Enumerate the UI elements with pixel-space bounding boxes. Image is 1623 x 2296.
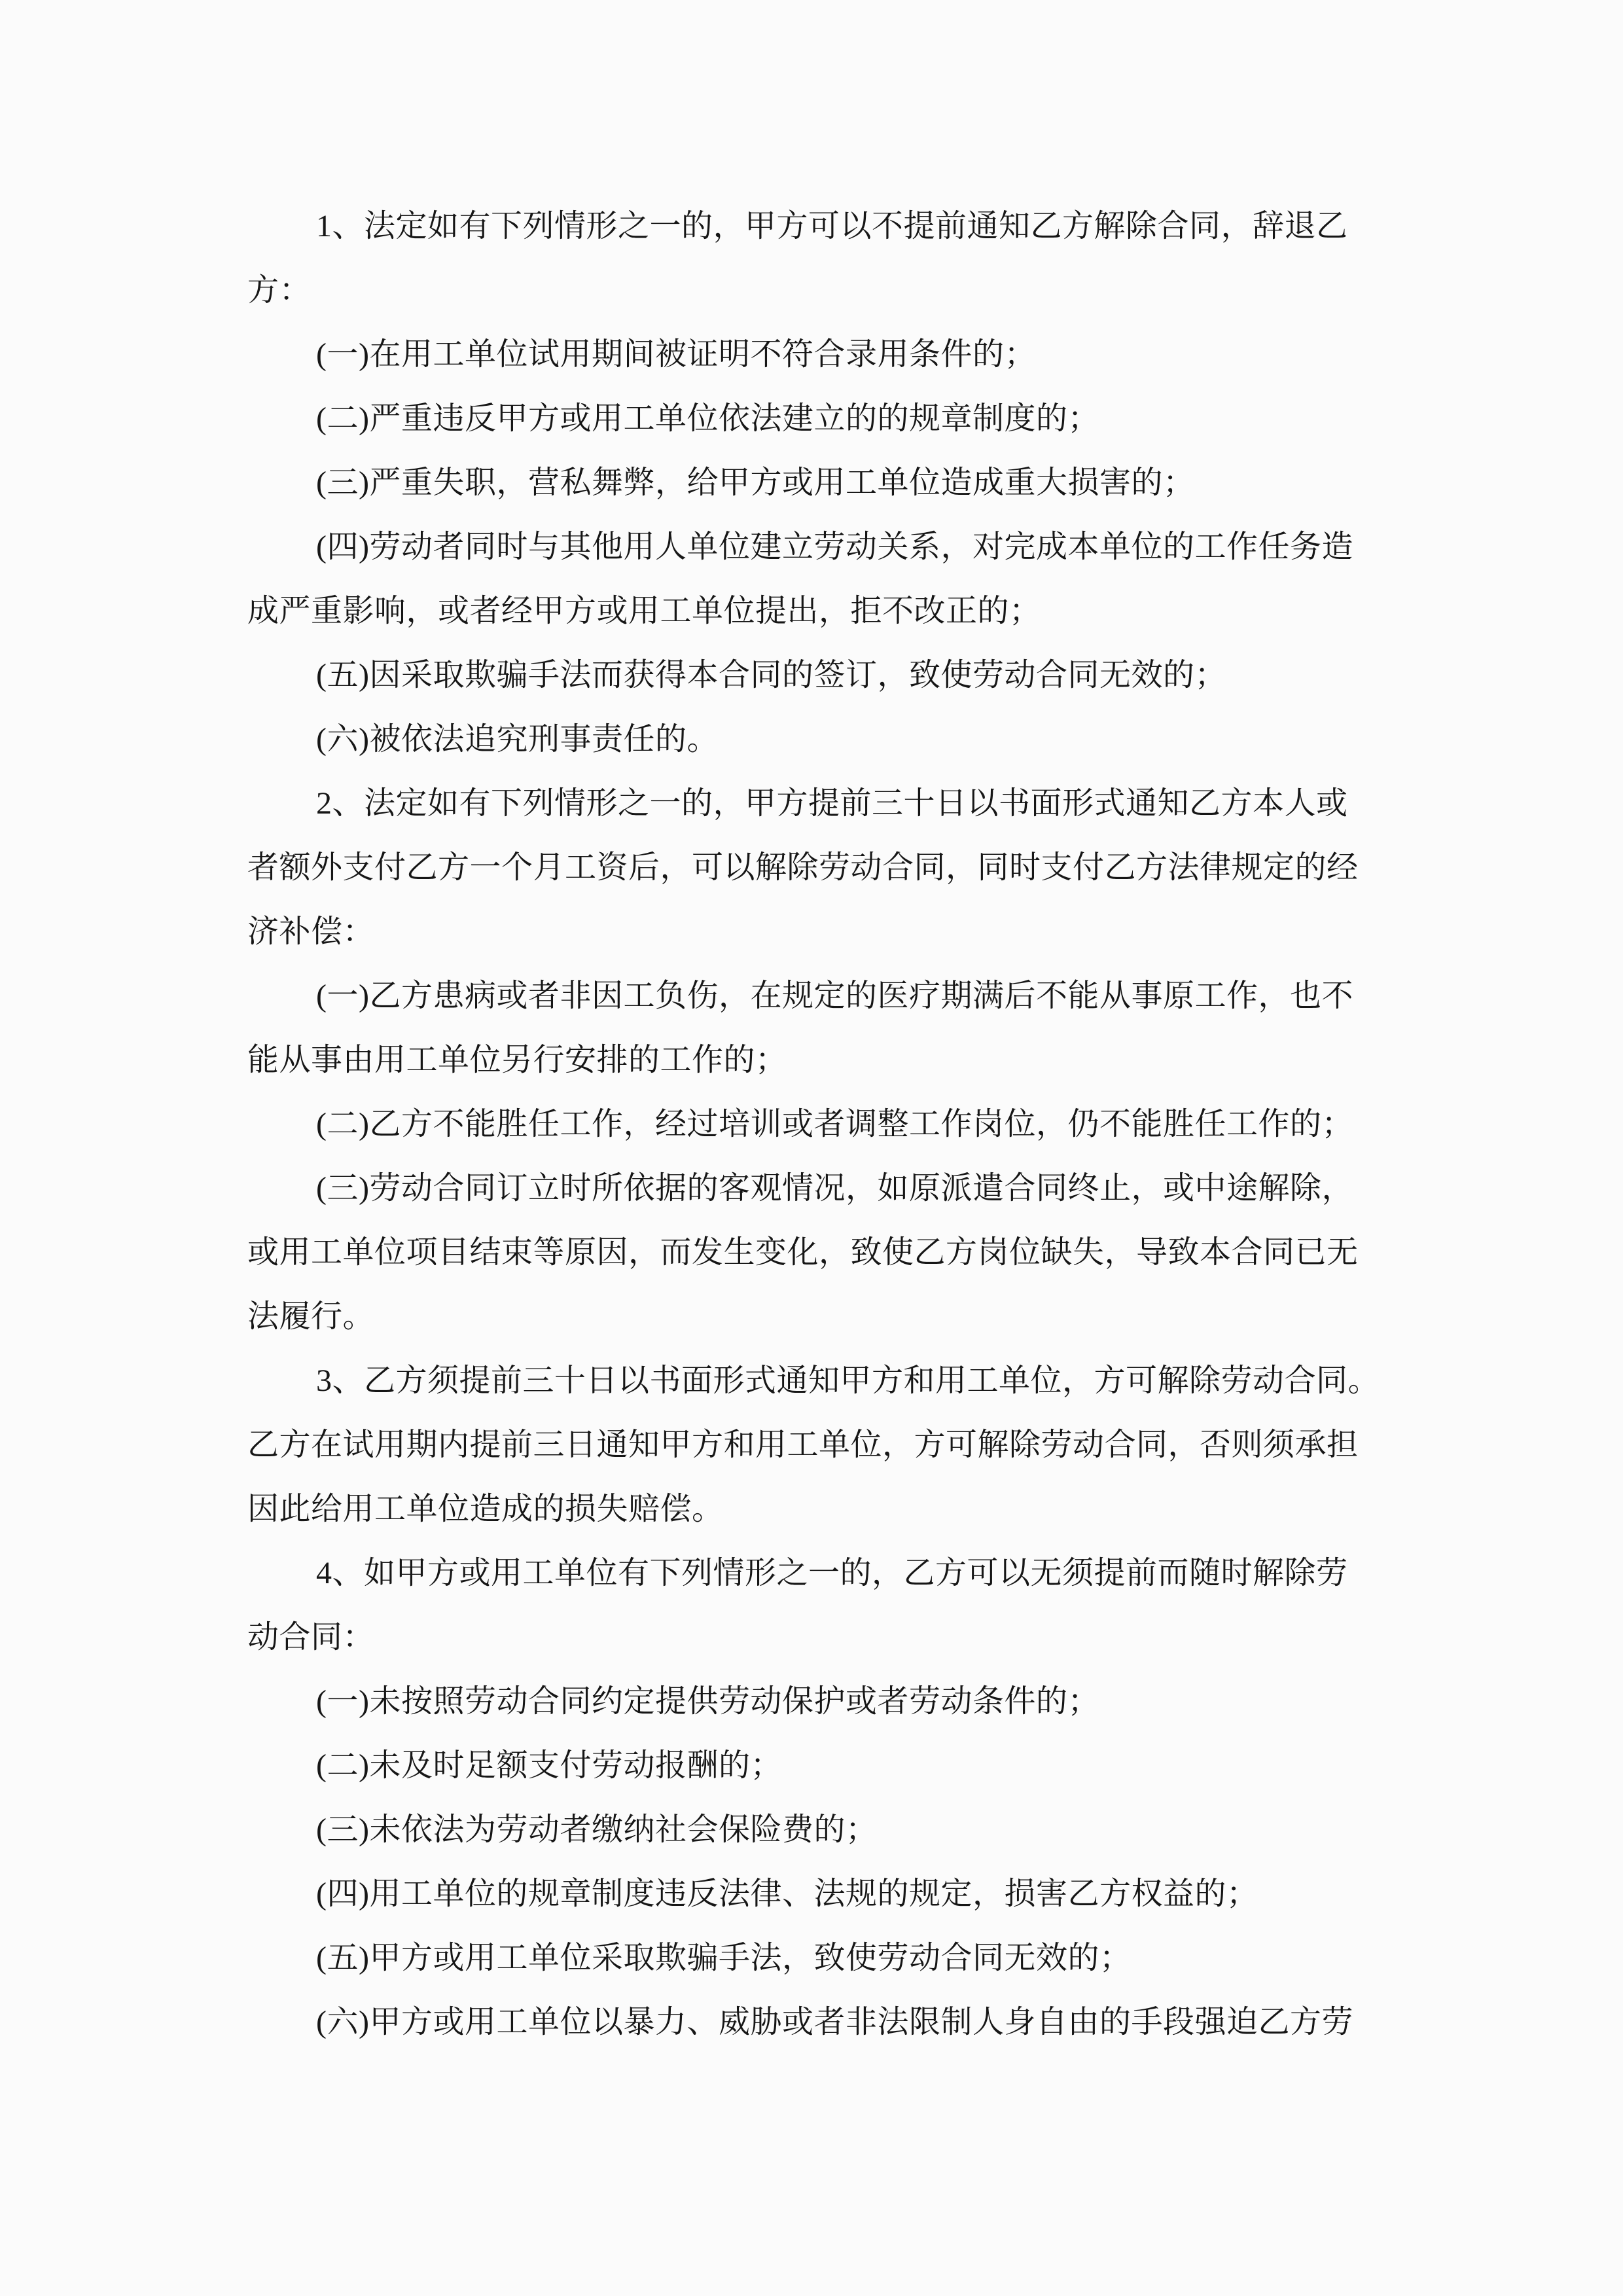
text-line: 4、如甲方或用工单位有下列情形之一的，乙方可以无须提前而随时解除劳 [316, 1556, 1348, 1590]
text-line: (二)未及时足额支付劳动报酬的； [316, 1748, 782, 1783]
text-line: (四)劳动者同时与其他用人单位建立劳动关系，对完成本单位的工作任务造 [316, 529, 1353, 564]
text-line: 者额外支付乙方一个月工资后，可以解除劳动合同，同时支付乙方法律规定的经 [247, 850, 1359, 885]
text-line: (一)在用工单位试用期间被证明不符合录用条件的； [316, 337, 1036, 372]
text-line: (一)乙方患病或者非因工负伤，在规定的医疗期满后不能从事原工作，也不 [316, 978, 1353, 1013]
text-line: (四)用工单位的规章制度违反法律、法规的规定，损害乙方权益的； [316, 1876, 1258, 1911]
text-line: 乙方在试用期内提前三日通知甲方和用工单位，方可解除劳动合同，否则须承担 [247, 1427, 1359, 1462]
text-line: (二)乙方不能胜任工作，经过培训或者调整工作岗位，仍不能胜任工作的； [316, 1107, 1353, 1141]
text-line: (三)严重失职，营私舞弊，给甲方或用工单位造成重大损害的； [316, 465, 1195, 500]
text-line: (一)未按照劳动合同约定提供劳动保护或者劳动条件的； [316, 1684, 1099, 1719]
text-line: 3、乙方须提前三十日以书面形式通知甲方和用工单位，方可解除劳动合同。 [316, 1363, 1380, 1398]
text-line: (五)甲方或用工单位采取欺骗手法，致使劳动合同无效的； [316, 1941, 1132, 1975]
text-line: 方： [247, 273, 312, 308]
text-line: (二)严重违反甲方或用工单位依法建立的的规章制度的； [316, 401, 1099, 436]
text-line: (三)未依法为劳动者缴纳社会保险费的； [316, 1812, 878, 1847]
text-line: 或用工单位项目结束等原因，而发生变化，致使乙方岗位缺失，导致本合同已无 [247, 1235, 1359, 1270]
text-line: 济补偿： [247, 914, 375, 949]
text-line: 法履行。 [247, 1299, 375, 1334]
text-line: 能从事由用工单位另行安排的工作的； [247, 1043, 787, 1077]
text-line: 因此给用工单位造成的损失赔偿。 [247, 1492, 724, 1526]
text-line: 动合同： [247, 1620, 375, 1655]
text-line: (六)甲方或用工单位以暴力、威胁或者非法限制人身自由的手段强迫乙方劳 [316, 2005, 1353, 2039]
text-line: (五)因采取欺骗手法而获得本合同的签订，致使劳动合同无效的； [316, 658, 1226, 692]
text-line: (三)劳动合同订立时所依据的客观情况，如原派遣合同终止，或中途解除， [316, 1171, 1353, 1206]
text-line: (六)被依法追究刑事责任的。 [316, 722, 719, 757]
contract-text-block [247, 194, 1389, 2054]
text-line: 2、法定如有下列情形之一的，甲方提前三十日以书面形式通知乙方本人或 [316, 786, 1348, 821]
text-line: 成严重影响，或者经甲方或用工单位提出，拒不改正的； [247, 594, 1041, 628]
text-line: 1、法定如有下列情形之一的，甲方可以不提前通知乙方解除合同，辞退乙 [316, 209, 1348, 243]
